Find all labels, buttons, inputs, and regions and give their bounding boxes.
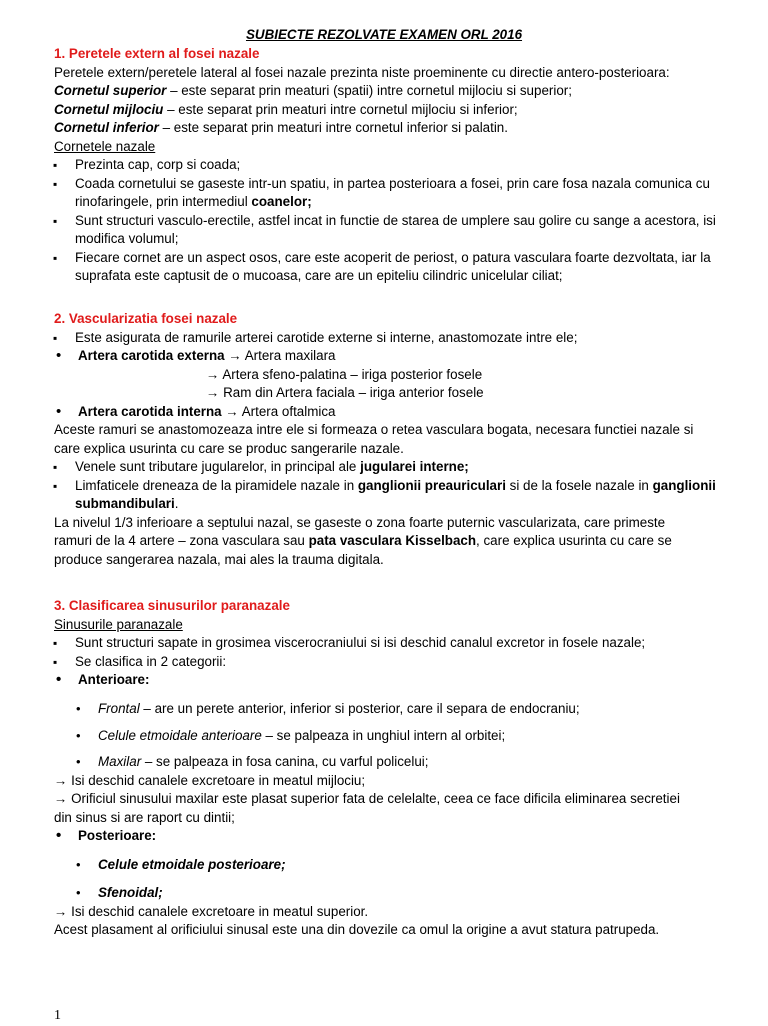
bullet-line: ▪ Fiecare cornet are un aspect osos, care este acoperit de periost, o patura vasculara foarte dezvoltata, iar la [75,249,711,265]
bullet-line [75,193,719,212]
definition: – este separat prin meaturi (spatii) intre cornetul mijlociu si superior; [166,83,572,98]
note: din sinus si are raport cu dintii; [54,809,235,825]
paragraph: Aceste ramuri se anastomozeaza intre ele si formeaza o retea vasculara bogata, necesara functiei nazale si [54,422,694,437]
sinus-name: Maxilar [98,754,142,769]
page-number: 1 [54,1008,61,1023]
definition: – este separat prin meaturi intre cornetul mijlociu si inferior; [163,101,518,117]
bullet-line [75,495,719,514]
bullet-item [54,175,719,212]
bold-term: pata vasculara Kisselbach [308,533,477,548]
cornet-line [54,82,719,101]
sinus-desc: – se palpeaza in fosa canina, cu varful policelui; [141,754,429,769]
bullet-item: ▪ Se clasifica in 2 categorii: [54,653,719,672]
sinus-item [54,884,719,940]
paragraph: care explica usurinta cu care se produc sangerarile nazale. [54,440,404,456]
bold-term: ganglionii [652,477,716,493]
cornet-line [54,101,719,120]
term: Cornetul superior [54,83,167,98]
bold-term: submandibulari [75,496,175,511]
sinus-name: Celule etmoidale anterioare [98,728,262,743]
note: Acest plasament al orificiului sinusal este una din dovezile ca omul la origine a avut statura patrupeda. [54,922,660,937]
sinus-item [54,700,719,719]
sinus-desc: – se palpeaza in unghiul intern al orbitei; [261,728,506,743]
sinus-line [76,753,719,772]
bullet-item: ▪ Prezinta cap, corp si coada; [54,156,719,175]
bold-term: coanelor; [251,194,312,209]
section-heading: 3. Clasificarea sinusurilor paranazale [54,598,290,613]
bullet-item [54,212,719,249]
artery-item [56,403,719,422]
bullet-line: ▪ Sunt structuri vasculo-erectile, astfel incat in functie de starea de umplere sau golire cu sange a acestora, isi [75,212,716,228]
sinus-name: Sfenoidal [98,885,159,900]
sinus-line [76,884,719,903]
artery-branch: → Artera maxilara [224,348,336,363]
bullet-item: ▪ Sunt structuri sapate in grosimea viscerocraniului si isi deschid canalul excretor in fosele nazale; [54,634,719,653]
section-1 [54,45,719,286]
bullet-line [75,477,719,496]
artery-branch: → Artera sfeno-palatina – iriga posterior fosele [206,366,483,382]
subheading: Sinusurile paranazale [54,616,183,632]
section-heading: 2. Vascularizatia fosei nazale [54,311,238,326]
subheading: Cornetele nazale [54,138,156,154]
artery-label: Artera carotida interna [78,403,222,419]
paragraph [54,532,719,551]
text: . [174,496,179,511]
sinus-item [54,856,719,875]
cornet-line [54,119,719,138]
artery-branch: → Artera oftalmica [221,403,336,419]
artery-label: Artera carotida externa [78,348,225,363]
sinus-line [76,727,719,746]
text: ramuri de la 4 artere – zona vasculara sau [54,533,309,548]
section-heading: 1. Peretele extern al fosei nazale [54,46,260,61]
bullet-line: modifica volumul; [75,231,179,246]
bullet-item [54,458,719,477]
sinus-line [76,856,719,875]
bullet-line: suprafata este captusit de o mucoasa, care are un epiteliu cilindric unicelular ciliat; [75,268,563,283]
text: si de la fosele nazale in [505,477,653,493]
bold-term: jugularei interne; [360,459,469,474]
paragraph: La nivelul 1/3 inferioare a septului nazal, se gaseste o zona foarte puternic vascularizata, care primeste [54,514,666,530]
bold-term: ganglionii preauriculari [357,477,506,493]
paragraph: Peretele extern/peretele lateral al fosei nazale prezinta niste proeminente cu directie antero-posterioara: [54,64,670,80]
paragraph: produce sangerarea nazala, mai ales la trauma digitala. [54,551,384,567]
note: → Isi deschid canalele excretoare in meatul mijlociu; [54,772,366,788]
bullet-item [54,477,719,514]
sinus-name: Frontal [98,701,140,716]
sinus-item [54,727,719,746]
category-label: • Posterioare: [56,827,719,846]
sinus-line [76,700,719,719]
section-3 [54,597,719,690]
note: → Isi deschid canalele excretoare in meatul superior. [54,903,369,919]
artery-branch: → Ram din Artera faciala – iriga anterior fosele [206,385,484,400]
text: Venele sunt tributare jugularelor, in principal ale [75,459,361,474]
text: rinofaringele, prin intermediul [75,194,252,209]
sinus-desc: ; [158,885,163,900]
bullet-item [54,249,719,286]
bullet-item: ▪ Este asigurata de ramurile arterei carotide externe si interne, anastomozate intre ele; [54,329,719,348]
text: Limfaticele dreneaza de la piramidele nazale in [75,477,358,493]
sinus-item [54,753,719,846]
term: Cornetul inferior [54,120,159,135]
sinus-desc: ; [281,857,286,872]
term: Cornetul mijlociu [54,101,164,117]
bullet-line: ▪ Coada cornetului se gaseste intr-un spatiu, in partea posterioara a fosei, prin care fosa nazala comunica cu [75,175,710,191]
document-title: SUBIECTE REZOLVATE EXAMEN ORL 2016 [245,27,523,42]
section-2 [54,310,719,569]
note: → Orificiul sinusului maxilar este plasat superior fata de celelalte, ceea ce face dificila eliminarea secretiei [54,791,680,806]
artery-item [56,347,719,366]
sinus-name: Celule etmoidale posterioare [98,857,282,872]
definition: – este separat prin meaturi intre cornetul inferior si palatin. [158,120,508,135]
sinus-desc: – are un perete anterior, inferior si posterior, care il separa de endocraniu; [139,701,580,716]
category-label: • Anterioare: [56,671,719,690]
text: , care explica usurinta cu care se [476,533,672,548]
